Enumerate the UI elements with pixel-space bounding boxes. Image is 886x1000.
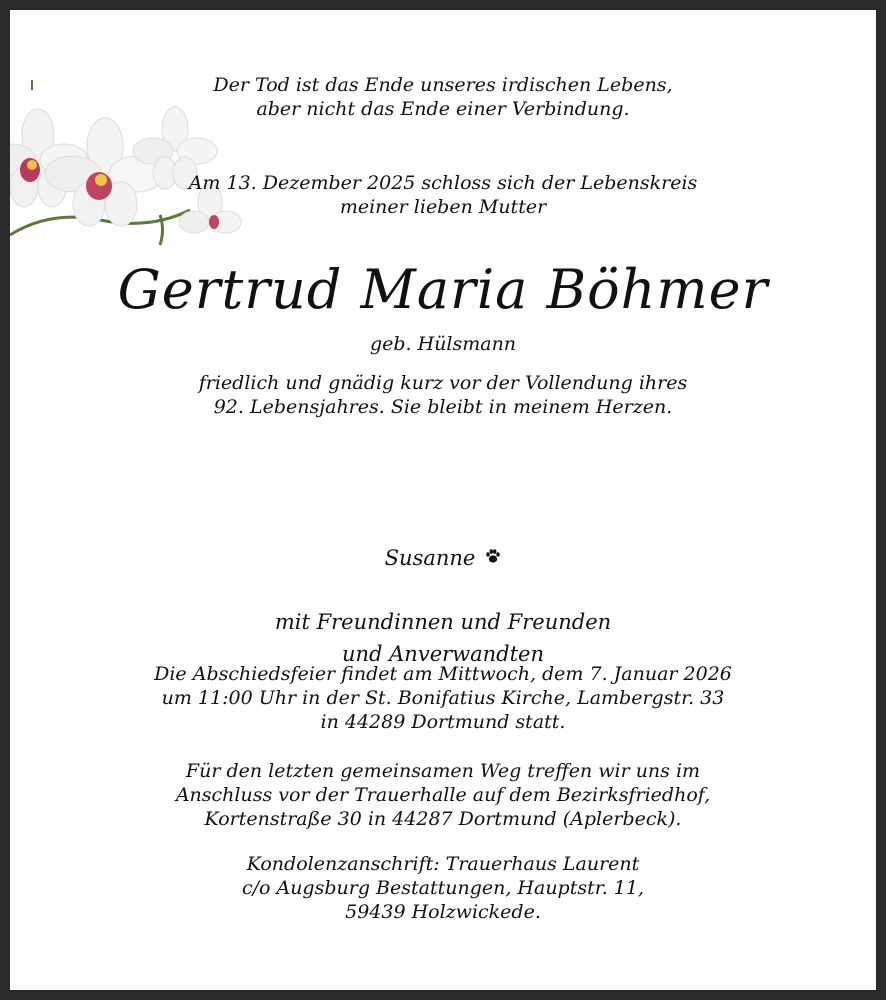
opening-quote: Der Tod ist das Ende unseres irdischen Lebens, aber nicht das Ende einer Verbindung. <box>213 74 673 120</box>
obituary-notice <box>10 10 876 990</box>
condolence-address: Kondolenzanschrift: Trauerhaus Laurent c/o Augsburg Bestattungen, Hauptstr. 11, 59439 Holzwickede. <box>241 853 645 923</box>
mourner-name: Susanne <box>384 546 476 570</box>
paw-icon <box>485 548 501 564</box>
death-announcement: Am 13. Dezember 2025 schloss sich der Lebenskreis meiner lieben Mutter <box>188 172 698 218</box>
service-details: Die Abschiedsfeier findet am Mittwoch, dem 7. Januar 2026 um 11:00 Uhr in der St. Bonifatius Kirche, Lambergstr. 33 in 44289 Dortmund statt. <box>154 663 732 733</box>
mourner-line <box>10 510 876 574</box>
passing-statement: friedlich und gnädig kurz vor der Vollendung ihres 92. Lebensjahres. Sie bleibt in meinem Herzen. <box>198 372 688 418</box>
maiden-name: geb. Hülsmann <box>369 333 517 355</box>
deceased-name: Gertrud Maria Böhmer <box>117 258 769 321</box>
meeting-details: Für den letzten gemeinsamen Weg treffen wir uns im Anschluss vor der Trauerhalle auf dem Bezirksfriedhof, Kortenstraße 30 in 44287 Dortmund (Aplerbeck). <box>175 760 711 830</box>
mourners-others: mit Freundinnen und Freunden und Anverwandten <box>274 610 612 666</box>
